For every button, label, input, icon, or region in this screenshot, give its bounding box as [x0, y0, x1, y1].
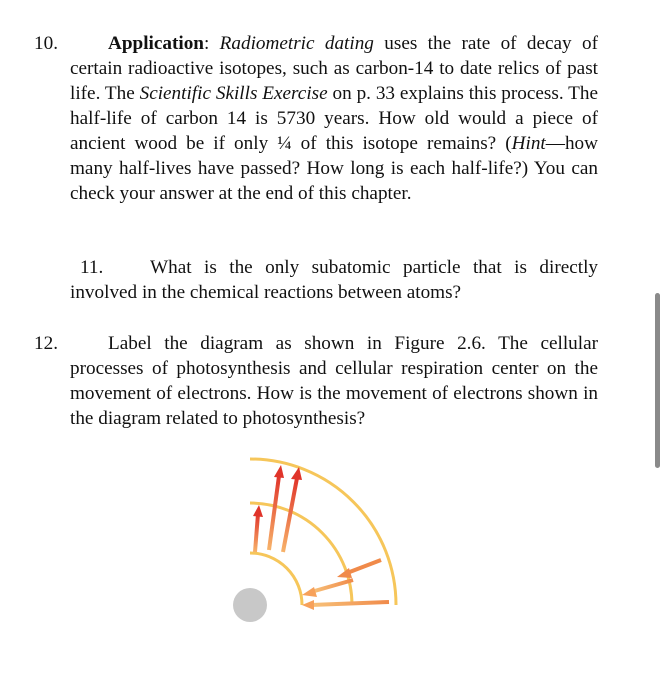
- question-label: Application: [108, 33, 204, 54]
- question-10: 10. Application: Radiometric dating uses the rate of decay of certain radioactive isotopes, such as carbon-14 to date relics of past life. The Scientific Skills Exercise on p. 33 explains this process. The half-life of carbon 14 is 5730 years. How old would a piece of ancient wood be if only ¼ of this isotope remains? (Hint—how many half-lives have passed? How long is each half-life?) You can check your answer at the end of this chapter.: [34, 33, 598, 204]
- downward-arrow: [302, 580, 353, 597]
- question-text: What is the only subatomic particle that is directly involved in the chemical reactions between atoms?: [70, 257, 598, 303]
- upward-arrow: [253, 505, 263, 552]
- question-number: 10.: [34, 33, 58, 54]
- downward-arrow: [302, 600, 389, 610]
- question-12: [34, 331, 598, 431]
- question-number: 11.: [80, 257, 104, 278]
- scrollbar[interactable]: [655, 293, 660, 468]
- question-11: [70, 255, 598, 305]
- electron-shell-diagram: [225, 450, 425, 630]
- nucleus: [233, 588, 267, 622]
- question-number: 12.: [34, 333, 58, 354]
- question-text: Label the diagram as shown in Figure 2.6. The cellular processes of photosynthesis and cellular respiration center on the movement of electrons. How is the movement of electrons shown in the diagram related to photosynthesis?: [70, 333, 598, 429]
